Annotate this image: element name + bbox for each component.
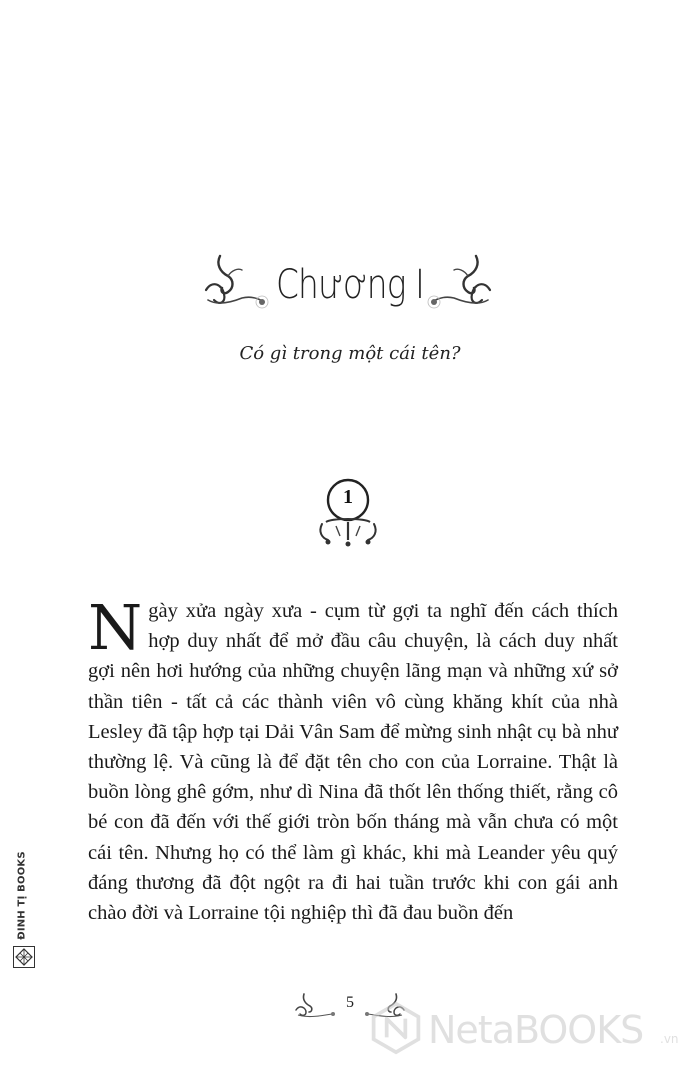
watermark-logo-icon [368,1000,424,1056]
page-number: 5 [346,994,354,1011]
watermark-brand: NetaBOOKS [428,1008,644,1052]
footer-ornament-left-icon [292,990,338,1020]
body-text [88,591,618,928]
paragraph-text: gày xửa ngày xưa - cụm từ gợi ta nghĩ đến cách thích hợp duy nhất để mở đầu câu chuyện, là cách duy nhất gợi nên hơi hướng của những chuyện lãng mạn và những xứ sở thần tiên - tất cả các thành viên vô cùng khăng khít của nhà Lesley đã tập hợp tại Dải Vân Sam để mừng sinh nhật cụ bà như thường lệ. Và cũng là để đặt tên cho con của Lorraine. Thật là buồn lòng ghê gớm, như dì Nina đã thốt lên thống thiết, rằng cô bé con đã đến với thế giới tròn bốn tháng mà vẫn chưa có một cái tên. Nhưng họ có thể làm gì khác, khi mà Leander yêu quý đáng thương đã đột ngột ra đi hai tuần trước khi con gái anh chào đời và Lorraine tội nghiệp thì đã đau buồn đến [88,600,618,925]
publisher-name: ĐINH TỊ BOOKS [16,851,28,940]
publisher-mark [12,838,36,970]
publisher-logo-icon [13,946,35,968]
chapter-subtitle: Có gì trong một cái tên? [239,343,461,364]
section-badge [308,478,388,552]
ornament-right-icon [426,250,498,320]
chapter-header [0,250,700,330]
body-paragraph [88,591,618,928]
section-number: 1 [343,486,353,508]
chapter-title: Chương I [275,262,425,308]
watermark-suffix: .vn [660,1032,679,1046]
drop-cap: N [88,591,143,664]
watermark [368,996,698,1062]
